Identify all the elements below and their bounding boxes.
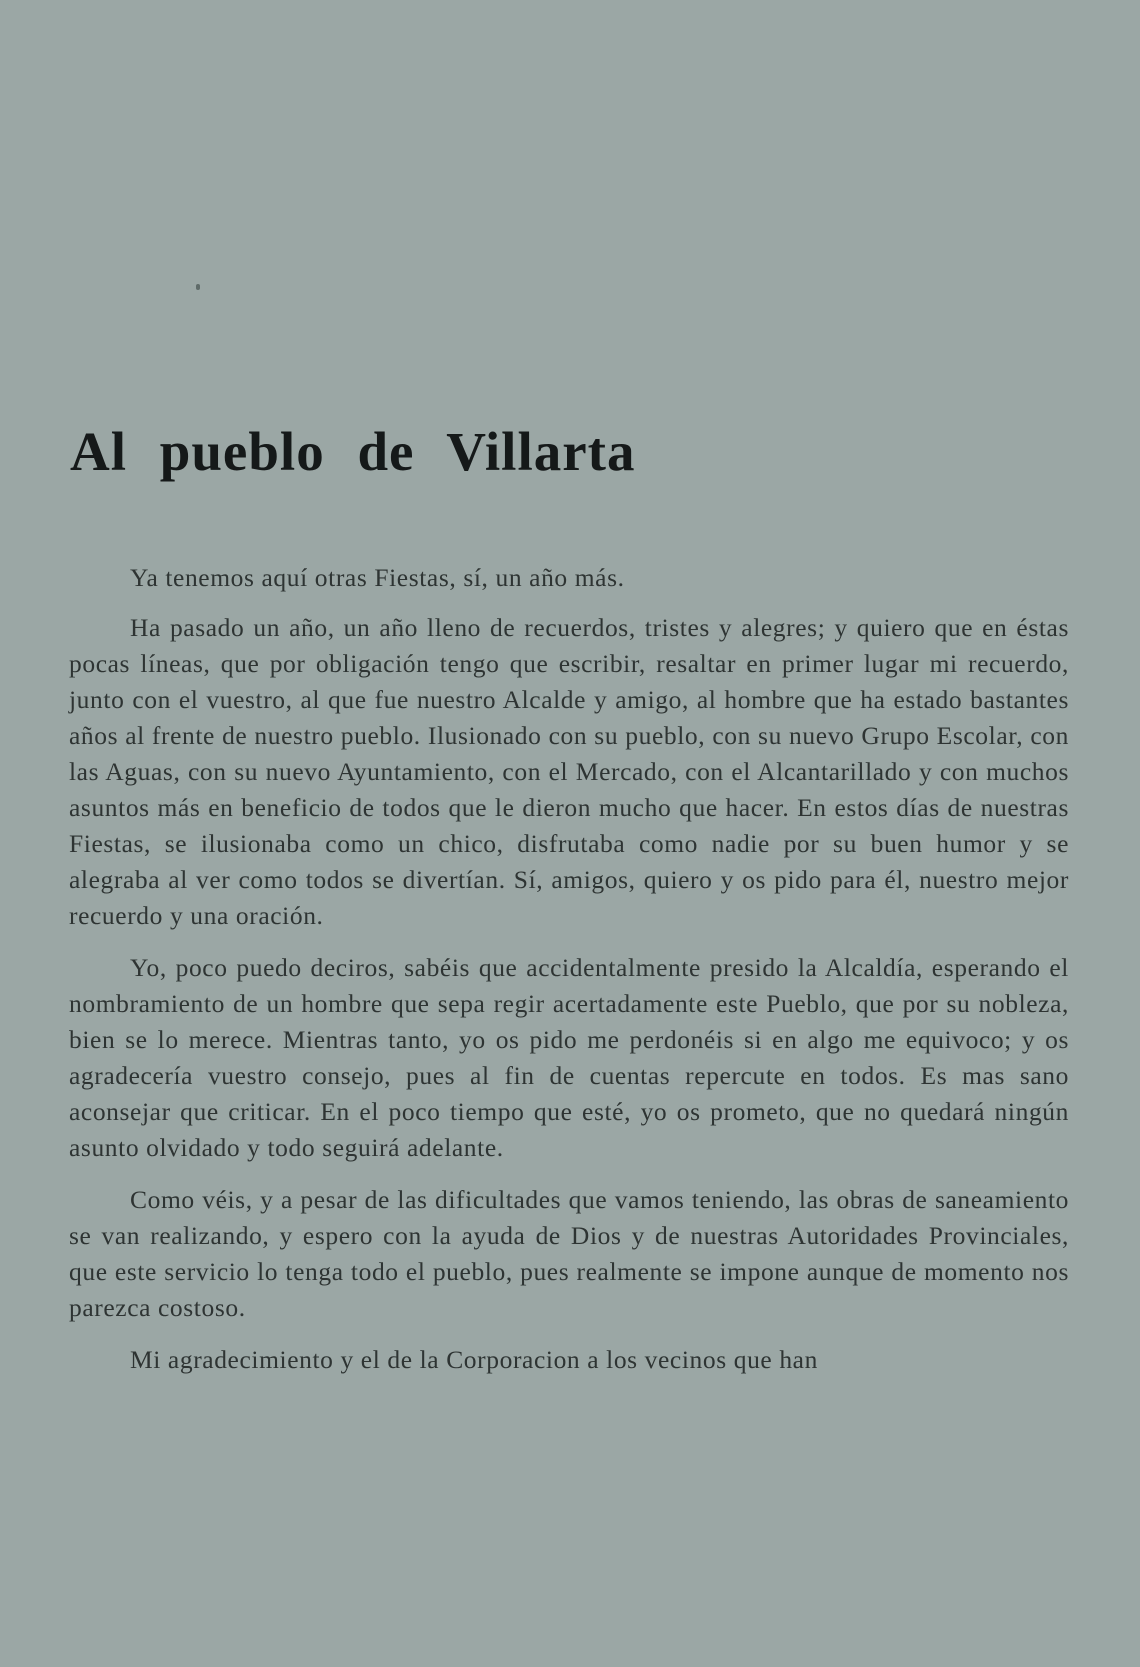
article-body xyxy=(69,560,1069,1394)
paragraph-2: Ha pasado un año, un año lleno de recuerdos, tristes y alegres; y quiero que en éstas pocas líneas, que por obligación tengo que escribir, resaltar en primer lugar mi recuerdo, junto con el vuestro, al que fue nuestro Alcalde y amigo, al hombre que ha estado bastantes años al frente de nuestro pueblo. Ilusionado con su pueblo, con su nuevo Grupo Escolar, con las Aguas, con su nuevo Ayuntamiento, con el Mercado, con el Alcantarillado y con muchos asuntos más en beneficio de todos que le dieron mucho que hacer. En estos días de nuestras Fiestas, se ilusionaba como un chico, disfrutaba como nadie por su buen humor y se alegraba al ver como todos se divertían. Sí, amigos, quiero y os pido para él, nuestro mejor recuerdo y una oración. xyxy=(69,613,1069,930)
ink-speck xyxy=(196,284,200,290)
paragraph-3: Yo, poco puedo deciros, sabéis que accidentalmente presido la Alcaldía, esperando el nombramiento de un hombre que sepa regir acertadamente este Pueblo, que por su nobleza, bien se lo merece. Mientras tanto, yo os pido me perdonéis si en algo me equivoco; y os agradecería vuestro consejo, pues al fin de cuentas repercute en todos. Es mas sano aconsejar que criticar. En el poco tiempo que esté, yo os prometo, que no quedará ningún asunto olvidado y todo seguirá adelante. xyxy=(69,953,1069,1162)
paragraph-5: Mi agradecimiento y el de la Corporacion a los vecinos que han xyxy=(130,1345,818,1374)
article-title: Al pueblo de Villarta xyxy=(70,421,636,482)
paragraph-4: Como véis, y a pesar de las dificultades que vamos teniendo, las obras de saneamiento se van realizando, y espero con la ayuda de Dios y de nuestras Autoridades Provinciales, que este servicio lo tenga todo el pueblo, pues realmente se impone aunque de momento nos parezca costoso. xyxy=(69,1185,1069,1322)
faded-show-through xyxy=(230,140,930,200)
paragraph-1: Ya tenemos aquí otras Fiestas, sí, un año más. xyxy=(130,563,625,592)
